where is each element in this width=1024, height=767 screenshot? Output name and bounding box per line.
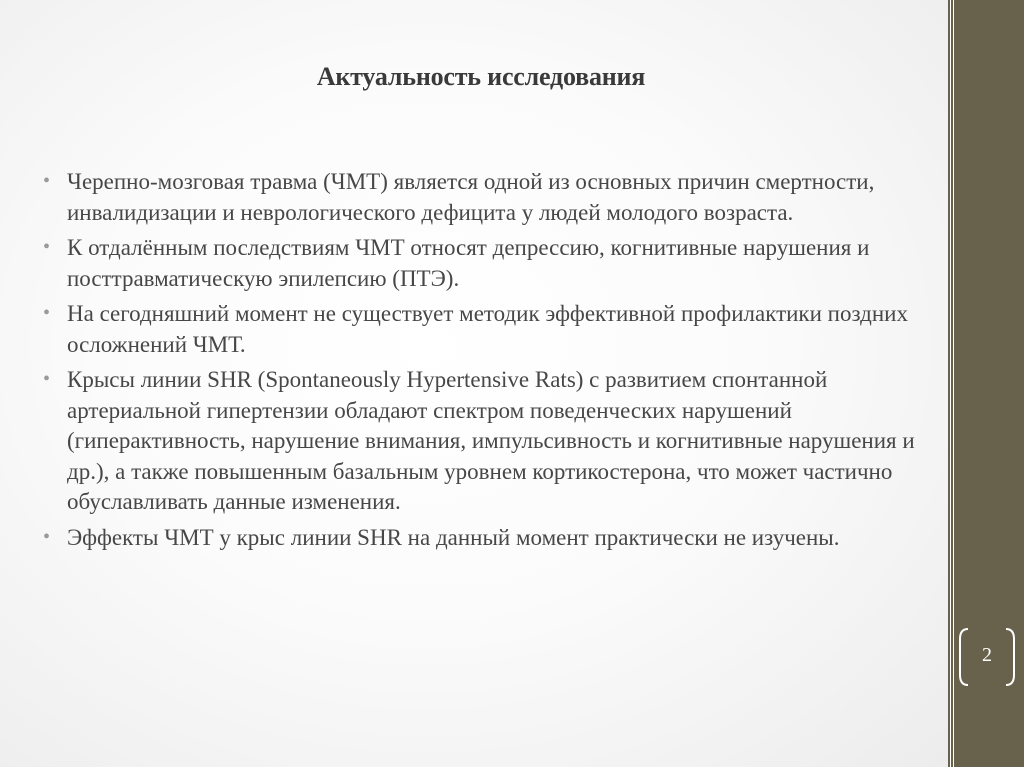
bullet-text: На сегодняшний момент не существует методик эффективной профилактики поздних осложнений ЧМТ. bbox=[67, 301, 908, 357]
bullet-item bbox=[40, 523, 920, 554]
bullet-dot-icon: • bbox=[43, 525, 51, 548]
bullet-text: Крысы линии SHR (Spontaneously Hypertensive Rats) с развитием спонтанной артериальной гипертензии обладают спектром поведенческих нарушений (гиперактивность, нарушение внимания, импульсивность и когнитивные нарушения и др.), а также повышенным базальным уровнем кортикостерона, что может частично обуславливать данные изменения. bbox=[67, 367, 915, 514]
bullet-item bbox=[40, 365, 920, 518]
bullet-text: К отдалённым последствиям ЧМТ относят депрессию, когнитивные нарушения и посттравматическую эпилепсию (ПТЭ). bbox=[67, 235, 870, 291]
bullet-text: Черепно-мозговая травма (ЧМТ) является одной из основных причин смертности, инвалидизации и неврологического дефицита у людей молодого возраста. bbox=[67, 169, 875, 225]
bullet-item bbox=[40, 299, 920, 360]
bullet-dot-icon: • bbox=[43, 170, 51, 192]
bullet-item bbox=[40, 233, 920, 294]
bullet-dot-icon: • bbox=[43, 236, 51, 258]
slide-title: Актуальность исследования bbox=[316, 62, 646, 91]
sidebar-divider-lines bbox=[950, 0, 954, 767]
bullet-list bbox=[40, 167, 920, 558]
bullet-text: Эффекты ЧМТ у крыс линии SHR на данный момент практически не изучены. bbox=[67, 524, 840, 550]
bullet-dot-icon: • bbox=[43, 368, 51, 390]
bullet-dot-icon: • bbox=[43, 302, 51, 324]
bullet-item bbox=[40, 167, 920, 228]
page-number: 2 bbox=[982, 644, 992, 666]
